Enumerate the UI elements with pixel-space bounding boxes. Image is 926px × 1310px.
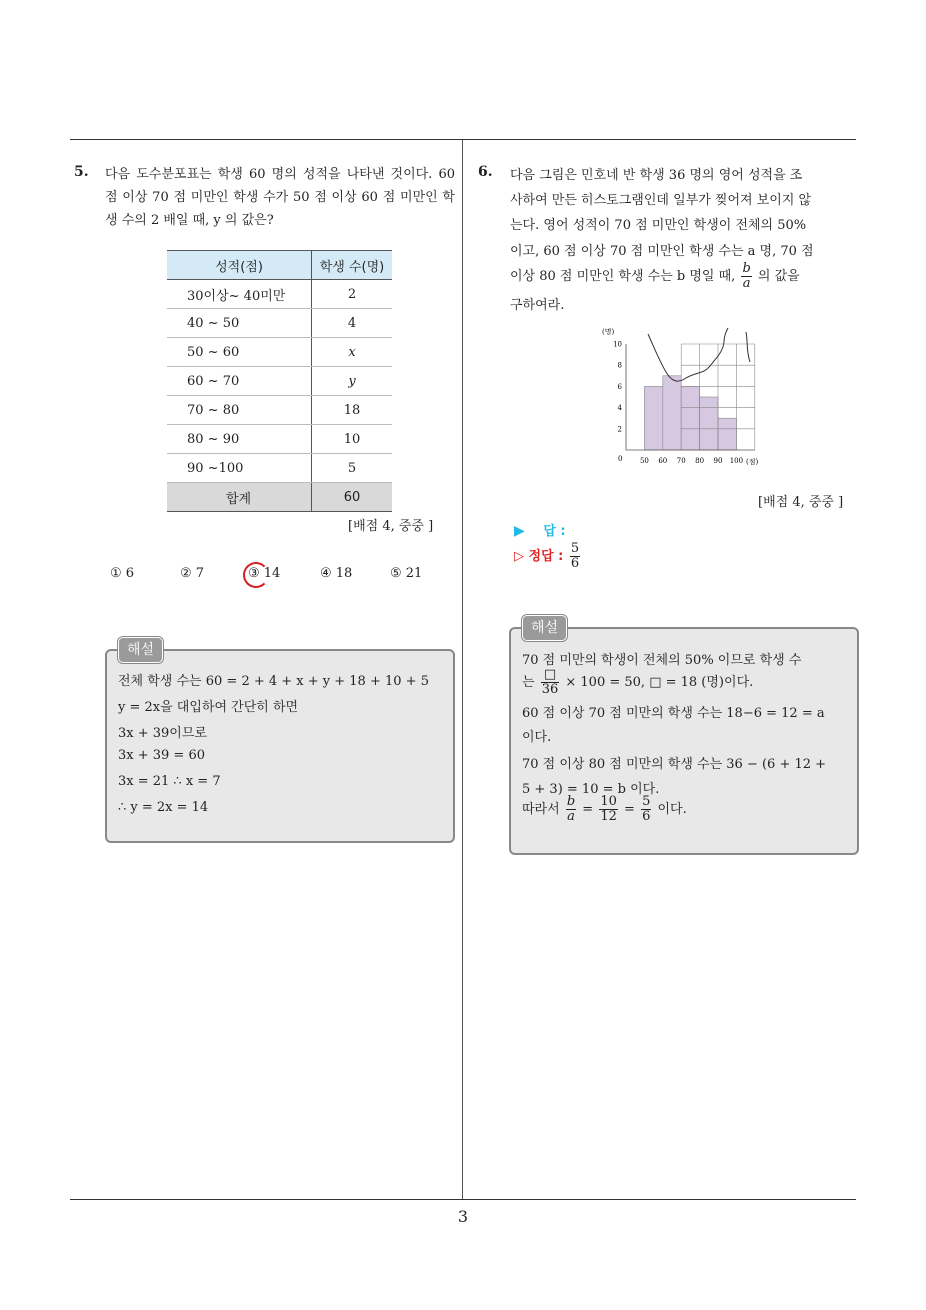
q5-solution-line: 3x + 39이므로	[118, 726, 207, 741]
table-header-score: 성적(점)	[167, 251, 312, 280]
table-cell: 4	[312, 309, 393, 338]
q6-solution-line: 70 점 미만의 학생이 전체의 50% 이므로 학생 수	[522, 653, 802, 668]
table-cell: x	[312, 338, 393, 367]
table-cell: 90 ~100	[167, 454, 312, 483]
solution-text: 는	[522, 675, 535, 690]
choice-5[interactable]: ⑤ 21	[390, 566, 423, 581]
y-tick-label: 4	[617, 404, 622, 413]
histogram-bar	[718, 418, 736, 450]
q5-solution-line: 3x + 39 = 60	[118, 748, 206, 763]
q5-solution-line: y = 2x을 대입하여 간단히 하면	[118, 700, 299, 715]
q6-text-line: 구하여라.	[510, 298, 565, 313]
top-rule	[70, 139, 856, 140]
q5-solution-line: 전체 학생 수는 60 = 2 + 4 + x + y + 18 + 10 + 5	[118, 674, 429, 689]
correct-fraction	[570, 542, 580, 571]
table-row	[167, 367, 392, 396]
q6-answer-row	[514, 520, 566, 539]
choice-2[interactable]: ② 7	[180, 566, 205, 581]
play-icon: ▶	[514, 523, 525, 539]
q6-score: [배점 4, 중중 ]	[758, 495, 844, 510]
fraction-numerator: b	[566, 794, 576, 809]
table-cell: 50 ~ 60	[167, 338, 312, 367]
solution-fraction	[641, 795, 651, 824]
fraction-denominator: 12	[600, 809, 617, 824]
table-total-row	[167, 483, 392, 512]
fraction-numerator: 5	[642, 794, 651, 809]
table-row	[167, 396, 392, 425]
solution-fraction	[566, 795, 576, 824]
table-cell: 18	[312, 396, 393, 425]
histogram-chart	[598, 322, 770, 470]
answer-label: 답 :	[543, 524, 566, 539]
q6-text-line: 사하여 만든 히스토그램인데 일부가 찢어져 보이지 않	[510, 193, 812, 208]
fraction-denominator: 6	[570, 556, 580, 571]
table-row	[167, 425, 392, 454]
bottom-rule	[70, 1199, 856, 1200]
fraction-numerator: □	[541, 668, 560, 683]
table-cell: 합계	[167, 483, 312, 512]
solution-fraction	[599, 795, 618, 824]
fraction-numerator: 5	[570, 541, 580, 556]
y-axis-unit: (명)	[602, 328, 615, 336]
q6-number: 6.	[478, 164, 493, 180]
q5-solution-line: 3x = 21 ∴ x = 7	[118, 774, 221, 789]
equals-sign: =	[624, 802, 635, 817]
q6-text-line: 다음 그림은 민호네 반 학생 36 명의 영어 성적을 조	[510, 168, 803, 183]
table-cell: 5	[312, 454, 393, 483]
q6-solution-line	[522, 668, 753, 697]
q6-solution-line: 이다.	[522, 730, 552, 745]
fraction-denominator: a	[742, 276, 751, 291]
solution-text: 이다.	[657, 802, 687, 817]
x-tick-label: 90	[713, 457, 723, 465]
frequency-table	[167, 250, 392, 512]
table-cell: 30이상~ 40미만	[167, 280, 312, 309]
choice-4[interactable]: ④ 18	[320, 566, 353, 581]
x-axis-unit: (점)	[746, 458, 759, 466]
q6-solution-line: 5 + 3) = 10 = b 이다.	[522, 782, 660, 797]
fraction-denominator: a	[567, 809, 575, 824]
table-cell: 60	[312, 483, 393, 512]
equals-sign: =	[582, 802, 594, 817]
x-tick-label: 50	[639, 457, 649, 465]
x-tick-label: 80	[695, 457, 705, 465]
q6-text-part: 의 값을	[757, 269, 800, 284]
q5-number: 5.	[74, 164, 89, 180]
origin-label: 0	[618, 455, 623, 463]
q5-solution-line: ∴ y = 2x = 14	[118, 800, 209, 815]
solution-fraction	[541, 668, 560, 697]
q6-solution-tag: 해설	[522, 615, 567, 641]
table-cell: 2	[312, 280, 393, 309]
x-tick-label: 100	[729, 457, 744, 465]
y-tick-label: 6	[617, 382, 622, 391]
x-tick-label: 60	[658, 457, 668, 465]
table-row	[167, 338, 392, 367]
y-tick-label: 10	[613, 340, 622, 349]
q6-text-line: 는다. 영어 성적이 70 점 미만인 학생이 전체의 50%	[510, 218, 807, 233]
q6-text-line	[510, 262, 800, 291]
y-tick-label: 8	[617, 361, 622, 370]
solution-text: 따라서	[522, 802, 560, 817]
choice-1[interactable]: ① 6	[110, 566, 135, 581]
table-cell: 60 ~ 70	[167, 367, 312, 396]
table-row	[167, 309, 392, 338]
fraction-numerator: b	[742, 261, 751, 276]
table-row	[167, 280, 392, 309]
table-cell: y	[312, 367, 393, 396]
q6-text-part: 이상 80 점 미만인 학생 수는 b 명일 때,	[510, 269, 736, 284]
fraction-numerator: 10	[600, 794, 617, 809]
correct-label: ▷ 정답 :	[514, 549, 564, 564]
histogram-bar	[681, 386, 699, 450]
table-cell: 80 ~ 90	[167, 425, 312, 454]
q6-text-line: 이고, 60 점 이상 70 점 미만인 학생 수는 a 명, 70 점	[510, 244, 814, 259]
histogram-bar	[644, 386, 662, 450]
q6-solution-line: 60 점 이상 70 점 미만의 학생 수는 18−6 = 12 = a	[522, 706, 825, 721]
q6-solution-line	[522, 795, 687, 824]
choice-3[interactable]: ③ 14	[248, 566, 281, 581]
histogram-bar	[700, 397, 718, 450]
x-tick-label: 70	[676, 457, 686, 465]
fraction-denominator: 6	[642, 809, 651, 824]
table-cell: 10	[312, 425, 393, 454]
q5-solution-tag: 해설	[118, 637, 163, 663]
column-divider	[462, 140, 463, 1200]
fraction-denominator: 36	[541, 682, 559, 697]
y-tick-label: 2	[617, 425, 622, 434]
q6-solution-line: 70 점 이상 80 점 미만의 학생 수는 36 − (6 + 12 +	[522, 757, 827, 772]
table-row	[167, 454, 392, 483]
histogram-bar	[663, 376, 681, 450]
solution-text: × 100 = 50, □ = 18 (명)이다.	[565, 675, 754, 690]
table-cell: 70 ~ 80	[167, 396, 312, 425]
page-number: 3	[457, 1207, 469, 1226]
q5-text: 다음 도수분포표는 학생 60 명의 성적을 나타낸 것이다. 60 점 이상 70 점 미만인 학생 수가 50 점 이상 60 점 미만인 학생 수의 2 배일 때, y 의 값은?	[105, 167, 455, 228]
torn-edge-line	[648, 328, 728, 381]
q6-fraction	[741, 262, 751, 291]
table-cell: 40 ~ 50	[167, 309, 312, 338]
q6-correct-row	[514, 542, 582, 571]
q5-score: [배점 4, 중중 ]	[348, 519, 434, 534]
table-header-count: 학생 수(명)	[312, 251, 393, 280]
torn-edge-line	[746, 332, 750, 362]
